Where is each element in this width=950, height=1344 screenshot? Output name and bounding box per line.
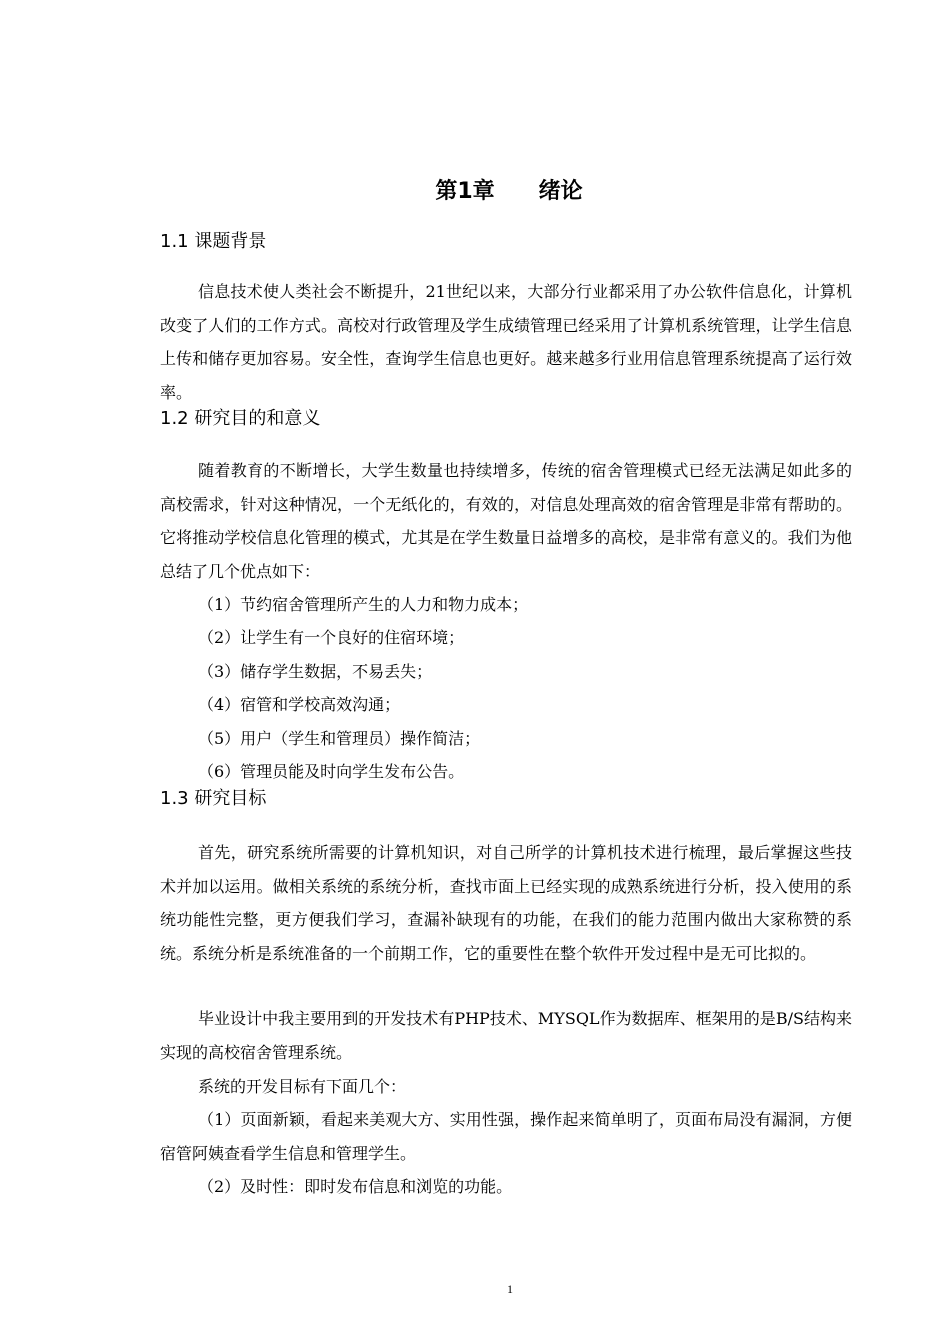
paragraph: （1）页面新颖，看起来美观大方、实用性强，操作起来简单明了，页面布局没有漏洞，方便宿管阿姨查看学生信息和管理学生。 xyxy=(160,1110,852,1163)
list-item: （6）管理员能及时向学生发布公告。 xyxy=(198,762,465,781)
page-number: 1 xyxy=(507,1282,513,1296)
paragraph: 系统的开发目标有下面几个： xyxy=(198,1077,407,1096)
paragraph: 信息技术使人类社会不断提升，21世纪以来，大部分行业都采用了办公软件信息化，计算机改变了人们的工作方式。高校对行政管理及学生成绩管理已经采用了计算机系统管理，让学生信息上传和储存更加容易。安全性，查询学生信息也更好。越来越多行业用信息管理系统提高了运行效率。 xyxy=(160,282,852,402)
paragraph: 首先，研究系统所需要的计算机知识，对自己所学的计算机技术进行梳理，最后掌握这些技术并加以运用。做相关系统的系统分析，查找市面上已经实现的成熟系统进行分析，投入使用的系统功能性完整，更方便我们学习，查漏补缺现有的功能，在我们的能力范围内做出大家称赞的系统。系统分析是系统准备的一个前期工作，它的重要性在整个软件开发过程中是无可比拟的。 xyxy=(160,843,852,963)
section-heading: 1.3 研究目标 xyxy=(160,788,267,809)
section-heading: 1.2 研究目的和意义 xyxy=(160,408,321,429)
paragraph: 毕业设计中我主要用到的开发技术有PHP技术、MYSQL作为数据库、框架用的是B/S结构来实现的高校宿舍管理系统。 xyxy=(160,1009,852,1062)
section-heading: 1.1 课题背景 xyxy=(160,231,267,252)
list-item: （4）宿管和学校高效沟通； xyxy=(198,695,401,714)
list-item: （1）节约宿舍管理所产生的人力和物力成本； xyxy=(198,595,529,614)
chapter-title: 第1章 绪论 xyxy=(435,179,583,204)
paragraph: （2）及时性：即时发布信息和浏览的功能。 xyxy=(198,1177,513,1196)
list-item: （3）储存学生数据，不易丢失； xyxy=(198,662,433,681)
list-item: （5）用户（学生和管理员）操作简洁； xyxy=(198,729,481,748)
paragraph: 随着教育的不断增长，大学生数量也持续增多，传统的宿舍管理模式已经无法满足如此多的高校需求，针对这种情况，一个无纸化的，有效的，对信息处理高效的宿舍管理是非常有帮助的。它将推动学校信息化管理的模式，尤其是在学生数量日益增多的高校，是非常有意义的。我们为他总结了几个优点如下： xyxy=(160,461,852,581)
list-item: （2）让学生有一个良好的住宿环境； xyxy=(198,628,465,647)
